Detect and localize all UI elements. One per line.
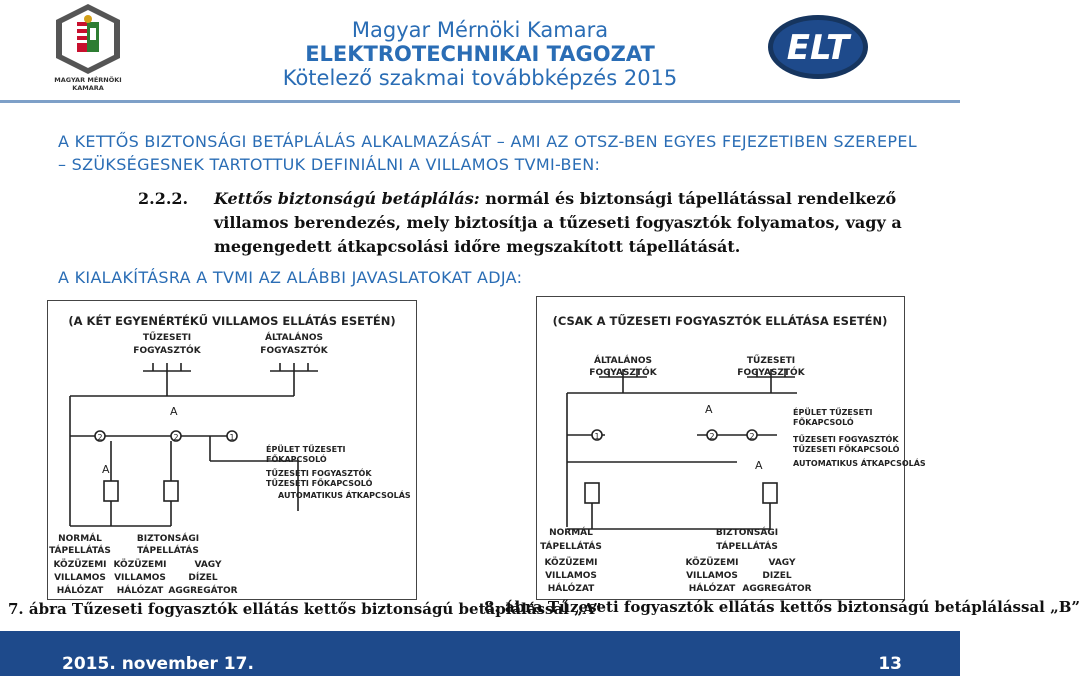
- diagram-a-legend-1: ÉPÜLET TŰZESETI: [266, 445, 346, 454]
- diagram-b-src2-4: VILLAMOS: [686, 571, 738, 581]
- quote-body: [214, 187, 904, 259]
- diagram-b-load2-line2: FOGYASZTÓK: [737, 368, 805, 378]
- diagram-b-title: (CSAK A TŰZESETI FOGYASZTÓK ELLÁTÁSA ESETÉN): [552, 314, 888, 328]
- diagram-b-legend-5: AUTOMATIKUS ÁTKAPCSOLÁS: [793, 459, 926, 468]
- diagram-a-src1-2: TÁPELLÁTÁS: [49, 546, 111, 556]
- footer-date: 2015. november 17.: [62, 654, 254, 674]
- diagram-a-sym-1: 1: [229, 433, 235, 442]
- diagram-b-src2-2: TÁPELLÁTÁS: [716, 542, 778, 552]
- diagram-a-sym-2b: 2: [173, 433, 179, 442]
- diagram-a-src2-5: HÁLÓZAT: [116, 586, 164, 596]
- quote-text: normál és biztonsági tápellátással rendelkező villamos berendezés, mely biztosítja a tűzeseti fogyasztók folyamatos, vagy a megengedett átkapcsolási időre megszakított tápellátását.: [214, 189, 902, 256]
- mmk-logo-text-2: KAMARA: [72, 84, 104, 92]
- diagram-b-sym-a1: A: [705, 403, 713, 416]
- diagram-b-src1-4: VILLAMOS: [545, 571, 597, 581]
- header-divider: [0, 100, 960, 103]
- subheading: A KIALAKÍTÁSRA A TVMI AZ ALÁBBI JAVASLATOKAT ADJA:: [58, 268, 523, 287]
- diagram-a-alt-3: AGGREGÁTOR: [168, 586, 238, 596]
- mmk-logo: [50, 2, 126, 94]
- diagram-a-alt-1: VAGY: [194, 560, 222, 570]
- diagram-b-sym-2b: 2: [749, 432, 755, 441]
- mmk-logo-text-1: MAGYAR MÉRNÖKI: [54, 76, 122, 84]
- diagram-b-load1-line2: FOGYASZTÓK: [589, 368, 657, 378]
- diagram-b-src2-1: BIZTONSÁGI: [715, 528, 779, 538]
- diagram-b-sym-1: 1: [594, 432, 600, 441]
- header-section: ELEKTROTECHNIKAI TAGOZAT: [305, 42, 655, 66]
- diagram-a-src1-3: KÖZÜZEMI: [53, 560, 107, 570]
- diagram-a-sym-2a: 2: [97, 433, 103, 442]
- diagram-b-legend-3: TŰZESETI FOGYASZTÓK: [793, 435, 899, 444]
- diagram-a-src2-2: TÁPELLÁTÁS: [137, 546, 199, 556]
- diagram-b-load1-line1: ÁLTALÁNOS: [594, 356, 652, 366]
- diagram-b-alt-1: VAGY: [768, 558, 796, 568]
- diagram-b-legend-1: ÉPÜLET TŰZESETI: [793, 408, 873, 417]
- diagram-a-caption: 7. ábra Tűzeseti fogyasztók ellátás kettős biztonságú betáplálással „A”: [8, 600, 602, 618]
- diagram-a-title: (A KÉT EGYENÉRTÉKŰ VILLAMOS ELLÁTÁS ESETÉN): [68, 314, 396, 328]
- diagram-a-load1-line1: TŰZESETI: [142, 333, 192, 343]
- diagram-a-src2-4: VILLAMOS: [114, 573, 166, 583]
- page-number: 13: [878, 654, 902, 674]
- diagram-a-sym-a2: A: [102, 463, 110, 476]
- diagram-b-load2-line1: TŰZESETI: [746, 356, 796, 366]
- quote-number: 2.2.2.: [138, 189, 189, 208]
- diagram-b-alt-3: AGGREGÁTOR: [742, 584, 812, 594]
- diagram-b-caption: 8. ábra Tűzeseti fogyasztók ellátás kettős biztonságú betáplálással „B”: [484, 598, 1080, 616]
- diagram-a-src2-1: BIZTONSÁGI: [136, 534, 200, 544]
- elt-logo: [767, 14, 870, 80]
- diagram-a-legend-5: AUTOMATIKUS ÁTKAPCSOLÁS: [278, 491, 411, 500]
- diagram-a-src1-5: HÁLÓZAT: [56, 586, 104, 596]
- diagram-a-legend-4: TŰZESETI FŐKAPCSOLÓ: [266, 479, 373, 488]
- diagram-a-src2-3: KÖZÜZEMI: [113, 560, 167, 570]
- diagram-a-legend-2: FŐKAPCSOLÓ: [266, 455, 327, 464]
- intro-text: A KETTŐS BIZTONSÁGI BETÁPLÁLÁS ALKALMAZÁSÁT – AMI AZ OTSZ-BEN EGYES FEJEZETIBEN SZEREPEL – SZÜKSÉGESNEK TARTOTTUK DEFINIÁLNI A VILLAMOS TVMI-BEN:: [58, 132, 917, 174]
- diagram-b-src2-3: KÖZÜZEMI: [685, 558, 739, 568]
- diagram-b-sym-2a: 2: [709, 432, 715, 441]
- diagram-b-src1-5: HÁLÓZAT: [547, 584, 595, 594]
- diagram-b-sym-a2: A: [755, 459, 763, 472]
- diagram-a-src1-4: VILLAMOS: [54, 573, 106, 583]
- diagram-a-src1-1: NORMÁL: [58, 534, 102, 544]
- diagram-b-src1-3: KÖZÜZEMI: [544, 558, 598, 568]
- diagram-a: [47, 300, 417, 600]
- diagram-a-sym-a1: A: [170, 405, 178, 418]
- header-org: Magyar Mérnöki Kamara: [351, 18, 609, 42]
- diagram-b-src1-2: TÁPELLÁTÁS: [540, 542, 602, 552]
- elt-logo-text: ELT: [786, 28, 850, 68]
- diagram-b-legend-4: TŰZESETI FŐKAPCSOLÓ: [793, 445, 900, 454]
- diagram-a-load2-line2: FOGYASZTÓK: [260, 346, 328, 356]
- diagram-a-legend-3: TŰZESETI FOGYASZTÓK: [266, 469, 372, 478]
- diagram-a-load1-line2: FOGYASZTÓK: [133, 346, 201, 356]
- diagram-b-alt-2: DIZEL: [762, 571, 792, 581]
- slide-header: [200, 18, 760, 90]
- header-course: Kötelező szakmai továbbképzés 2015: [282, 66, 678, 90]
- quote-term: Kettős biztonságú betáplálás:: [214, 189, 480, 208]
- diagram-b-legend-2: FŐKAPCSOLÓ: [793, 418, 854, 427]
- diagram-b: [536, 296, 926, 600]
- diagram-b-src2-5: HÁLÓZAT: [688, 584, 736, 594]
- diagram-b-src1-1: NORMÁL: [549, 528, 593, 538]
- diagram-a-load2-line1: ÁLTALÁNOS: [265, 333, 323, 343]
- diagram-a-alt-2: DÍZEL: [188, 573, 218, 583]
